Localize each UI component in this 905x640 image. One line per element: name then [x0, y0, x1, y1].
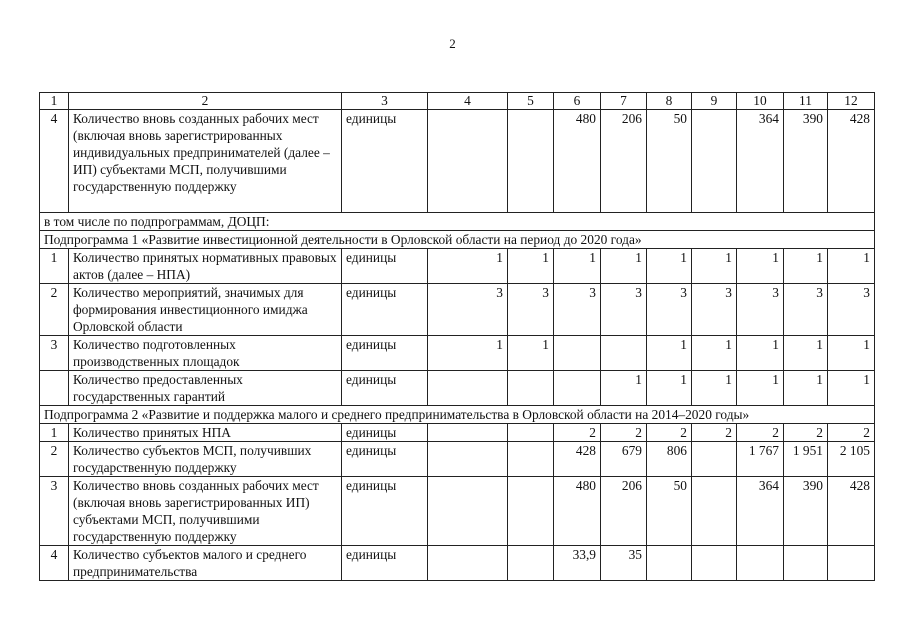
value-cell: 35	[601, 546, 647, 581]
table-row	[40, 546, 875, 581]
value-cell: 2	[784, 424, 828, 442]
value-cell: 2	[692, 424, 737, 442]
table-row	[40, 110, 875, 213]
value-cell	[508, 110, 554, 213]
table-row	[40, 249, 875, 284]
value-cell	[508, 442, 554, 477]
value-cell	[428, 477, 508, 546]
row-number: 4	[40, 110, 69, 213]
value-cell	[428, 110, 508, 213]
value-cell	[428, 424, 508, 442]
header-cell: 9	[692, 93, 737, 110]
header-cell: 7	[601, 93, 647, 110]
value-cell: 3	[601, 284, 647, 336]
value-cell: 50	[647, 110, 692, 213]
value-cell	[508, 424, 554, 442]
row-number: 3	[40, 336, 69, 371]
indicator-name: Количество принятых нормативных правовых актов (далее – НПА)	[69, 249, 342, 284]
row-number	[40, 371, 69, 406]
value-cell: 1	[784, 336, 828, 371]
value-cell: 1	[647, 249, 692, 284]
value-cell: 3	[692, 284, 737, 336]
header-cell: 4	[428, 93, 508, 110]
indicator-name: Количество предоставленных государственных гарантий	[69, 371, 342, 406]
header-cell: 8	[647, 93, 692, 110]
value-cell: 390	[784, 477, 828, 546]
value-cell: 1	[828, 249, 875, 284]
unit-cell: единицы	[342, 546, 428, 581]
value-cell: 428	[554, 442, 601, 477]
value-cell: 1	[692, 249, 737, 284]
table-row	[40, 336, 875, 371]
value-cell	[828, 546, 875, 581]
value-cell: 2	[737, 424, 784, 442]
header-cell: 6	[554, 93, 601, 110]
table-row	[40, 477, 875, 546]
value-cell	[554, 336, 601, 371]
unit-cell: единицы	[342, 336, 428, 371]
indicator-name: Количество субъектов МСП, получивших государственную поддержку	[69, 442, 342, 477]
row-number: 1	[40, 249, 69, 284]
header-cell: 1	[40, 93, 69, 110]
header-row	[40, 93, 875, 110]
value-cell: 480	[554, 477, 601, 546]
row-number: 3	[40, 477, 69, 546]
value-cell: 1	[647, 336, 692, 371]
row-number: 1	[40, 424, 69, 442]
indicator-name: Количество мероприятий, значимых для формирования инвестиционного имиджа Орловской области	[69, 284, 342, 336]
value-cell	[647, 546, 692, 581]
value-cell: 1	[737, 249, 784, 284]
value-cell: 1	[784, 371, 828, 406]
unit-cell: единицы	[342, 477, 428, 546]
header-cell: 12	[828, 93, 875, 110]
table-row	[40, 284, 875, 336]
row-number: 4	[40, 546, 69, 581]
header-cell: 10	[737, 93, 784, 110]
indicator-name: Количество подготовленных производственных площадок	[69, 336, 342, 371]
value-cell: 50	[647, 477, 692, 546]
unit-cell: единицы	[342, 442, 428, 477]
value-cell: 428	[828, 477, 875, 546]
section-row	[40, 406, 875, 424]
value-cell: 3	[554, 284, 601, 336]
value-cell: 1	[647, 371, 692, 406]
value-cell: 364	[737, 477, 784, 546]
value-cell: 364	[737, 110, 784, 213]
indicators-table	[39, 92, 875, 581]
unit-cell: единицы	[342, 284, 428, 336]
value-cell	[554, 371, 601, 406]
table-row	[40, 442, 875, 477]
row-number: 2	[40, 284, 69, 336]
value-cell	[692, 546, 737, 581]
section-row	[40, 213, 875, 231]
value-cell: 2 105	[828, 442, 875, 477]
value-cell: 806	[647, 442, 692, 477]
value-cell: 1	[554, 249, 601, 284]
unit-cell: единицы	[342, 424, 428, 442]
table-row	[40, 424, 875, 442]
header-cell: 3	[342, 93, 428, 110]
value-cell: 1	[828, 371, 875, 406]
value-cell	[601, 336, 647, 371]
row-number: 2	[40, 442, 69, 477]
value-cell: 1	[508, 249, 554, 284]
indicator-name: Количество вновь созданных рабочих мест (включая вновь зарегистрированных ИП) субъектами МСП, получившими государственную поддержку	[69, 477, 342, 546]
value-cell: 3	[828, 284, 875, 336]
section-heading: Подпрограмма 2 «Развитие и поддержка малого и среднего предпринимательства в Орловской области на 2014–2020 годы»	[40, 406, 875, 424]
value-cell: 1	[428, 249, 508, 284]
value-cell	[737, 546, 784, 581]
section-row	[40, 231, 875, 249]
value-cell: 2	[554, 424, 601, 442]
value-cell: 1	[428, 336, 508, 371]
value-cell: 390	[784, 110, 828, 213]
value-cell: 3	[737, 284, 784, 336]
value-cell: 2	[828, 424, 875, 442]
unit-cell: единицы	[342, 249, 428, 284]
value-cell: 1	[692, 371, 737, 406]
header-cell: 2	[69, 93, 342, 110]
indicator-name: Количество субъектов малого и среднего предпринимательства	[69, 546, 342, 581]
value-cell: 1	[692, 336, 737, 371]
header-cell: 5	[508, 93, 554, 110]
indicator-name: Количество принятых НПА	[69, 424, 342, 442]
value-cell: 1 951	[784, 442, 828, 477]
value-cell: 1	[737, 336, 784, 371]
value-cell: 3	[784, 284, 828, 336]
value-cell	[428, 546, 508, 581]
value-cell: 428	[828, 110, 875, 213]
unit-cell: единицы	[342, 110, 428, 213]
value-cell: 1	[601, 371, 647, 406]
value-cell	[508, 371, 554, 406]
value-cell: 33,9	[554, 546, 601, 581]
section-heading: в том числе по подпрограммам, ДОЦП:	[40, 213, 875, 231]
value-cell: 206	[601, 477, 647, 546]
value-cell: 3	[508, 284, 554, 336]
value-cell: 1	[737, 371, 784, 406]
value-cell: 1	[784, 249, 828, 284]
unit-cell: единицы	[342, 371, 428, 406]
value-cell	[428, 442, 508, 477]
indicator-name: Количество вновь созданных рабочих мест (включая вновь зарегистрированных индивидуальных предпринимателей (далее – ИП) субъектами МСП, получившими государственную поддержку	[69, 110, 342, 213]
value-cell: 679	[601, 442, 647, 477]
value-cell: 3	[647, 284, 692, 336]
page-number: 2	[449, 36, 456, 51]
value-cell	[692, 110, 737, 213]
value-cell: 206	[601, 110, 647, 213]
value-cell	[508, 477, 554, 546]
value-cell: 1	[508, 336, 554, 371]
value-cell: 3	[428, 284, 508, 336]
value-cell	[692, 477, 737, 546]
value-cell: 1	[601, 249, 647, 284]
value-cell: 480	[554, 110, 601, 213]
table-row	[40, 371, 875, 406]
value-cell	[784, 546, 828, 581]
value-cell	[428, 371, 508, 406]
value-cell	[508, 546, 554, 581]
section-heading: Подпрограмма 1 «Развитие инвестиционной деятельности в Орловской области на период до 2020 года»	[40, 231, 875, 249]
value-cell: 2	[601, 424, 647, 442]
header-cell: 11	[784, 93, 828, 110]
value-cell: 1 767	[737, 442, 784, 477]
value-cell: 2	[647, 424, 692, 442]
value-cell	[692, 442, 737, 477]
value-cell: 1	[828, 336, 875, 371]
